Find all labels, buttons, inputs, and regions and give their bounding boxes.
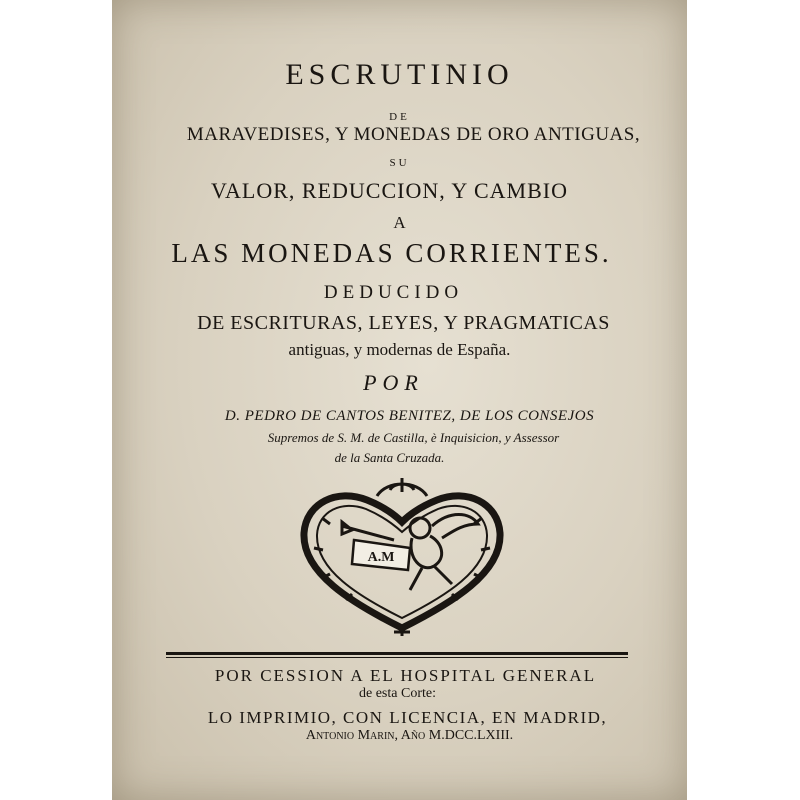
divider-rule-thick: [166, 652, 628, 655]
subtitle-maravedises: MARAVEDISES, Y MONEDAS DE ORO ANTIGUAS,: [186, 124, 641, 145]
trumpet: [342, 522, 394, 540]
imprint-line-2: de esta Corte:: [359, 686, 436, 701]
subtitle-deducido: DEDUCIDO: [323, 282, 464, 303]
imprint-line-3: LO IMPRIMIO, CON LICENCIA, EN MADRID,: [207, 708, 608, 727]
book-title: ESCRUTINIO: [285, 58, 514, 91]
printers-vignette: [282, 478, 522, 636]
cherub-wing: [432, 515, 478, 539]
author-line-2: Supremos de S. M. de Castilla, è Inquisicion, y Assessor: [267, 430, 560, 445]
cherub-head: [410, 518, 430, 538]
author-line-3: de la Santa Cruzada.: [334, 450, 445, 465]
byline-por: POR: [363, 370, 424, 395]
subtitle-su: SU: [389, 157, 410, 169]
subtitle-de: DE: [389, 111, 410, 123]
subtitle-a: A: [393, 213, 406, 232]
monogram-banner: [352, 540, 410, 570]
cherub-body: [411, 536, 442, 568]
divider-rule-thin: [166, 657, 628, 658]
author-line-1: D. PEDRO DE CANTOS BENITEZ, DE LOS CONSEJOS: [224, 408, 595, 424]
subtitle-escrituras: DE ESCRITURAS, LEYES, Y PRAGMATICAS: [197, 312, 610, 334]
imprint-line-1: POR CESSION A EL HOSPITAL GENERAL: [214, 666, 597, 685]
title-page: [112, 0, 687, 800]
subtitle-monedas: LAS MONEDAS CORRIENTES.: [171, 238, 612, 268]
vignette-monogram: A.M: [367, 550, 395, 565]
crest-ornament: [377, 478, 427, 496]
imprint-line-4: Antonio Marin, Año M.DCC.LXIII.: [305, 728, 514, 743]
subtitle-valor: VALOR, REDUCCION, Y CAMBIO: [210, 178, 569, 203]
subtitle-antiguas: antiguas, y modernas de España.: [288, 340, 511, 359]
